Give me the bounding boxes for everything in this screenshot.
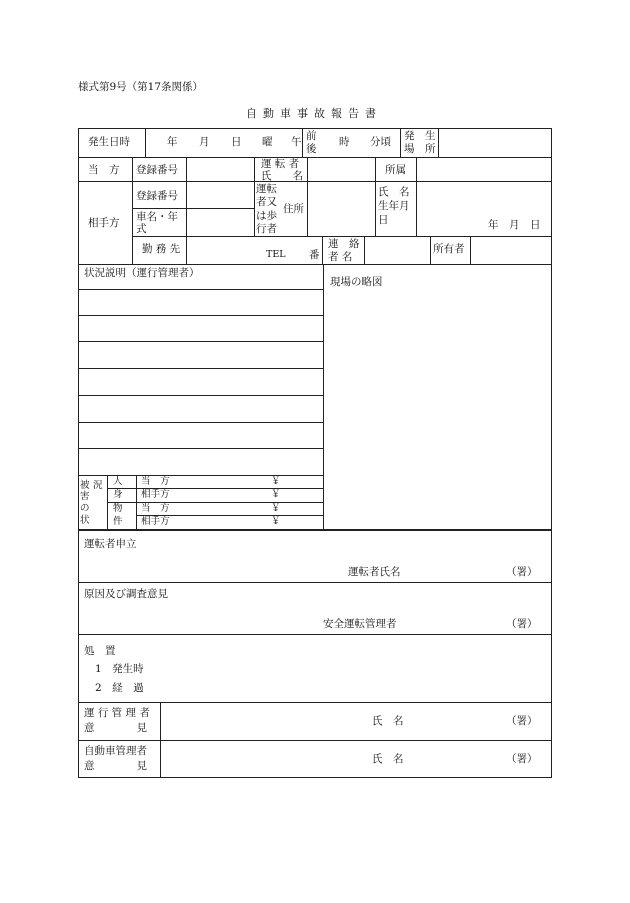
col-divider xyxy=(132,157,133,265)
disposition-label: 処 置 xyxy=(84,645,116,657)
ruled-line xyxy=(78,289,323,290)
col-divider xyxy=(430,236,431,265)
damage-ours-label: 当 方 xyxy=(141,503,170,514)
personal-injury-label: 人 xyxy=(113,476,123,487)
ruled-line xyxy=(78,368,323,369)
address-label: 住所 xyxy=(283,203,304,215)
occurred-datetime-label: 発生日時 xyxy=(88,136,130,148)
operation-manager-label: 運 行 管 理 者 xyxy=(84,707,150,719)
weekday-label: 曜 xyxy=(262,136,273,148)
noon-label: 午 xyxy=(291,136,302,148)
car-model-label: 車名・年 xyxy=(136,211,178,223)
owner-label: 所有者 xyxy=(433,243,465,255)
car-model-label: 式 xyxy=(136,223,147,235)
our-side-label: 当 方 xyxy=(88,164,120,176)
sketch-label: 現場の略図 xyxy=(330,276,383,288)
seal-mark: （署） xyxy=(506,753,538,765)
col-divider xyxy=(375,157,376,236)
driver-name-label: 運 転 者 xyxy=(261,158,300,170)
workplace-label: 勤 務 先 xyxy=(142,243,181,255)
form-title: 自動車事故報告書 xyxy=(246,107,382,120)
damage-status-label: の xyxy=(80,503,90,514)
section-divider xyxy=(78,634,552,635)
damage-ours-label: 当 方 xyxy=(141,476,170,487)
yen-sign: ￥ xyxy=(271,516,281,527)
day-label: 日 xyxy=(231,136,242,148)
damage-status-label: 状 xyxy=(80,515,90,526)
col-divider xyxy=(145,128,146,157)
safety-manager-sign-label: 安全運転管理者 xyxy=(323,618,397,630)
damage-status-label: 被 xyxy=(80,480,90,491)
driver-name-label: 氏 名 xyxy=(261,170,303,182)
tel-label: TEL xyxy=(266,249,286,260)
other-party-label: 相手方 xyxy=(88,217,120,229)
ruled-line xyxy=(78,315,323,316)
operation-manager-label: 意 見 xyxy=(84,722,147,734)
col-divider xyxy=(323,264,324,530)
row-divider xyxy=(132,208,254,209)
property-damage-label: 物 xyxy=(113,503,123,514)
birth-date-label: 年 月 日 xyxy=(488,219,541,231)
registration-number-label: 登録番号 xyxy=(136,190,178,202)
ruled-line xyxy=(78,448,323,449)
col-divider xyxy=(322,236,323,265)
form-number: 様式第9号（第17条関係） xyxy=(78,81,204,93)
minute-label: 分頃 xyxy=(370,136,391,148)
contact-person-label: 者 名 xyxy=(328,251,353,263)
place-label: 発 生 xyxy=(404,130,436,142)
property-damage-label: 件 xyxy=(113,516,123,527)
am-label: 前 xyxy=(306,130,317,142)
name-label: 氏 名 xyxy=(372,753,404,765)
damage-status-label: 害 xyxy=(80,491,90,502)
section-divider xyxy=(78,740,552,741)
seal-mark: （署） xyxy=(506,618,538,630)
driver-or-pedestrian-label: 行者 xyxy=(256,223,277,235)
col-divider xyxy=(254,157,255,236)
col-divider xyxy=(416,157,417,236)
personal-injury-label: 身 xyxy=(113,489,123,500)
name-label: 氏 名 xyxy=(372,715,404,727)
damage-row-divider xyxy=(107,502,323,503)
col-divider xyxy=(160,702,161,778)
contact-person-label: 連 絡 xyxy=(328,238,360,250)
seal-mark: （署） xyxy=(506,566,538,578)
disposition-item-occurrence: 1 発生時 xyxy=(95,663,144,675)
driver-name-sign-label: 運転者氏名 xyxy=(348,566,401,578)
yen-sign: ￥ xyxy=(271,476,281,487)
disposition-item-progress: 2 経 過 xyxy=(95,682,144,694)
registration-number-label: 登録番号 xyxy=(136,164,178,176)
driver-or-pedestrian-label: 運転 xyxy=(256,183,277,195)
col-divider xyxy=(470,236,471,265)
affiliation-label: 所属 xyxy=(385,164,406,176)
row-divider xyxy=(78,157,552,158)
number-suffix-label: 番 xyxy=(309,249,320,261)
section-divider xyxy=(78,582,552,583)
row-divider xyxy=(78,181,552,182)
pm-label: 後 xyxy=(306,143,317,155)
place-label: 場 所 xyxy=(404,143,436,155)
ruled-line xyxy=(78,395,323,396)
col-divider xyxy=(186,157,187,236)
col-divider xyxy=(400,128,401,157)
yen-sign: ￥ xyxy=(271,503,281,514)
month-label: 月 xyxy=(199,136,210,148)
name-birth-label: 日 xyxy=(378,214,389,226)
damage-col-divider xyxy=(107,475,108,530)
yen-sign: ￥ xyxy=(271,489,281,500)
section-divider xyxy=(78,702,552,703)
col-divider xyxy=(364,236,365,265)
vehicle-manager-label: 意 見 xyxy=(84,760,147,772)
seal-mark: （署） xyxy=(506,715,538,727)
driver-or-pedestrian-label: は歩 xyxy=(256,210,277,222)
cause-opinion-label: 原因及び調査意見 xyxy=(84,588,168,600)
row-divider xyxy=(132,236,552,237)
driver-statement-label: 運転者申立 xyxy=(84,538,137,550)
col-divider xyxy=(307,157,308,236)
name-birth-label: 氏 名 xyxy=(378,186,410,198)
ruled-line xyxy=(78,422,323,423)
situation-label: 状況説明（運行管理者） xyxy=(84,267,200,279)
damage-theirs-label: 相手方 xyxy=(141,516,170,527)
damage-status-label: 況 xyxy=(93,480,103,491)
damage-col-divider xyxy=(136,475,137,530)
year-label: 年 xyxy=(167,136,178,148)
col-divider xyxy=(438,128,439,157)
damage-row-divider xyxy=(107,488,323,489)
damage-theirs-label: 相手方 xyxy=(141,489,170,500)
driver-or-pedestrian-label: 者又 xyxy=(256,196,277,208)
col-divider xyxy=(186,236,187,265)
name-birth-label: 生年月 xyxy=(378,200,410,212)
ruled-line xyxy=(78,341,323,342)
col-divider xyxy=(302,128,303,157)
vehicle-manager-label: 自動車管理者 xyxy=(84,745,147,757)
hour-label: 時 xyxy=(339,136,350,148)
